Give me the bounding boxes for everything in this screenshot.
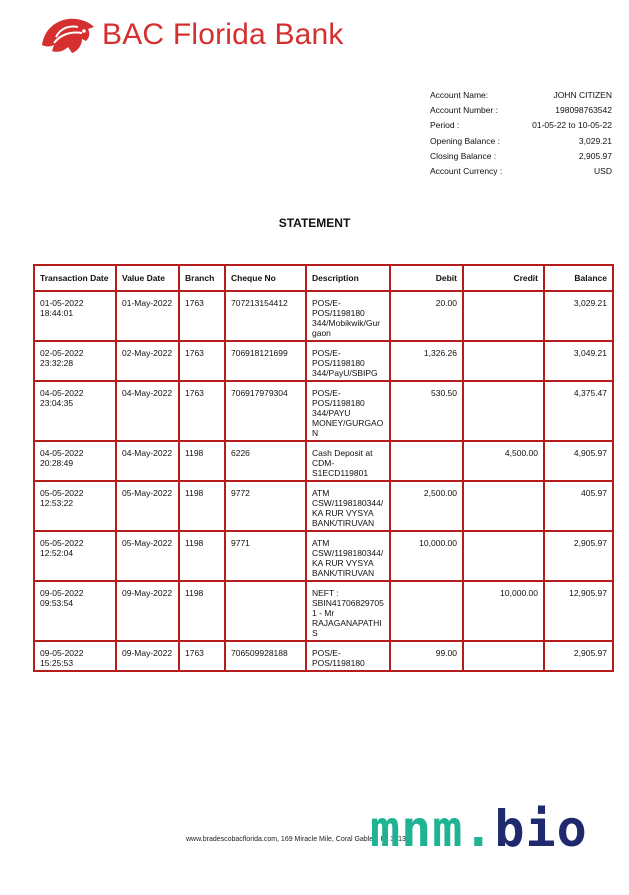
balance-cell: 2,905.97 — [544, 531, 613, 581]
account-row — [430, 134, 612, 149]
branch-cell: 1763 — [179, 641, 225, 671]
account-summary — [430, 88, 612, 179]
credit-cell — [463, 481, 544, 531]
account-value: JOHN CITIZEN — [553, 90, 612, 100]
lion-emblem-icon — [38, 15, 96, 55]
statement-title: STATEMENT — [278, 216, 351, 230]
transaction-date-cell: 05-05-2022 12:52:04 — [34, 531, 116, 581]
column-header: Credit — [463, 265, 544, 291]
credit-cell — [463, 291, 544, 341]
description-cell: POS/E-POS/1198180 344/Mobikwik/Gurgaon — [306, 291, 390, 341]
value-date-cell: 09-May-2022 — [116, 641, 179, 671]
table-row — [34, 341, 613, 381]
column-header: Debit — [390, 265, 463, 291]
column-header: Cheque No — [225, 265, 306, 291]
cheque-no-cell: 9771 — [225, 531, 306, 581]
bank-name: BAC Florida Bank — [102, 18, 344, 51]
value-date-cell: 01-May-2022 — [116, 291, 179, 341]
credit-cell: 4,500.00 — [463, 441, 544, 481]
account-value: 198098763542 — [555, 105, 612, 116]
value-date-cell: 09-May-2022 — [116, 581, 179, 641]
account-label: Closing Balance : — [430, 150, 497, 161]
branch-cell: 1763 — [179, 291, 225, 341]
debit-cell: 2,500.00 — [390, 481, 463, 531]
description-cell: POS/E-POS/1198180 — [306, 641, 390, 671]
description-cell: POS/E-POS/1198180 344/PAYU MONEY/GURGAON — [306, 381, 390, 441]
debit-cell: 99.00 — [390, 641, 463, 671]
account-label: Opening Balance : — [430, 135, 500, 146]
transaction-date-cell: 09-05-2022 15:25:53 — [34, 641, 116, 671]
cheque-no-cell — [225, 581, 306, 641]
table-row — [34, 581, 613, 641]
description-cell: ATM CSW/1198180344/KA RUR VYSYA BANK/TIRUVAN — [306, 531, 390, 581]
credit-cell — [463, 641, 544, 671]
table-row — [34, 441, 613, 481]
account-row — [430, 118, 612, 133]
transaction-date-cell: 04-05-2022 23:04:35 — [34, 381, 116, 441]
transaction-date-cell: 05-05-2022 12:53:22 — [34, 481, 116, 531]
credit-cell — [463, 381, 544, 441]
cheque-no-cell: 706917979304 — [225, 381, 306, 441]
cheque-no-cell: 707213154412 — [225, 291, 306, 341]
balance-cell: 405.97 — [544, 481, 613, 531]
balance-cell: 4,375.47 — [544, 381, 613, 441]
column-header: Description — [306, 265, 390, 291]
column-header: Transaction Date — [34, 265, 116, 291]
debit-cell — [390, 441, 463, 481]
table-row — [34, 531, 613, 581]
cheque-no-cell: 9772 — [225, 481, 306, 531]
watermark-part1: mnm. — [370, 800, 495, 858]
transaction-date-cell: 01-05-2022 18:44:01 — [34, 291, 116, 341]
account-row — [430, 88, 612, 103]
debit-cell: 1,326.26 — [390, 341, 463, 381]
account-row — [430, 103, 612, 118]
account-row — [430, 164, 612, 179]
value-date-cell: 05-May-2022 — [116, 531, 179, 581]
branch-cell: 1198 — [179, 581, 225, 641]
watermark-logo — [370, 800, 588, 858]
balance-cell: 3,029.21 — [544, 291, 613, 341]
column-header: Balance — [544, 265, 613, 291]
table-row — [34, 481, 613, 531]
bank-logo — [38, 14, 344, 56]
watermark-part2: bio — [494, 800, 588, 858]
transactions-table — [33, 264, 614, 672]
debit-cell: 530.50 — [390, 381, 463, 441]
account-label: Account Currency : — [430, 166, 503, 177]
footer-address: www.bradescobacflorida.com, 169 Miracle Mile, Coral Gables, FL 33134 — [186, 836, 410, 843]
value-date-cell: 02-May-2022 — [116, 341, 179, 381]
transaction-date-cell: 02-05-2022 23:32:28 — [34, 341, 116, 381]
table-header-row — [34, 265, 613, 291]
transaction-date-cell: 04-05-2022 20:28:49 — [34, 441, 116, 481]
cheque-no-cell: 706918121699 — [225, 341, 306, 381]
branch-cell: 1198 — [179, 441, 225, 481]
balance-cell: 12,905.97 — [544, 581, 613, 641]
transactions-table-wrapper — [33, 264, 614, 672]
value-date-cell: 04-May-2022 — [116, 381, 179, 441]
debit-cell: 10,000.00 — [390, 531, 463, 581]
description-cell: NEFT : SBIN417068297051 - Mr RAJAGANAPATHIS — [306, 581, 390, 641]
debit-cell — [390, 581, 463, 641]
branch-cell: 1763 — [179, 341, 225, 381]
account-row — [430, 149, 612, 164]
column-header: Value Date — [116, 265, 179, 291]
account-value: 3,029.21 — [578, 135, 612, 146]
branch-cell: 1198 — [179, 481, 225, 531]
branch-cell: 1198 — [179, 531, 225, 581]
table-row — [34, 381, 613, 441]
account-value: 01-05-22 to 10-05-22 — [532, 120, 612, 131]
credit-cell — [463, 531, 544, 581]
description-cell: Cash Deposit at CDM-S1ECD119801 — [306, 441, 390, 481]
balance-cell: 2,905.97 — [544, 641, 613, 671]
cheque-no-cell: 706509928188 — [225, 641, 306, 671]
balance-cell: 3,049.21 — [544, 341, 613, 381]
description-cell: ATM CSW/1198180344/KA RUR VYSYA BANK/TIRUVAN — [306, 481, 390, 531]
value-date-cell: 05-May-2022 — [116, 481, 179, 531]
column-header: Branch — [179, 265, 225, 291]
account-label: Account Number : — [430, 105, 499, 116]
credit-cell — [463, 341, 544, 381]
value-date-cell: 04-May-2022 — [116, 441, 179, 481]
account-value: 2,905.97 — [578, 150, 612, 161]
transaction-date-cell: 09-05-2022 09:53:54 — [34, 581, 116, 641]
account-value: USD — [594, 166, 612, 177]
balance-cell: 4,905.97 — [544, 441, 613, 481]
branch-cell: 1763 — [179, 381, 225, 441]
cheque-no-cell: 6226 — [225, 441, 306, 481]
table-row — [34, 641, 613, 671]
account-label: Period : — [430, 120, 460, 131]
debit-cell: 20.00 — [390, 291, 463, 341]
description-cell: POS/E-POS/1198180 344/PayU/SBIPG — [306, 341, 390, 381]
account-label: Account Name: — [430, 90, 489, 100]
table-row — [34, 291, 613, 341]
credit-cell: 10,000.00 — [463, 581, 544, 641]
